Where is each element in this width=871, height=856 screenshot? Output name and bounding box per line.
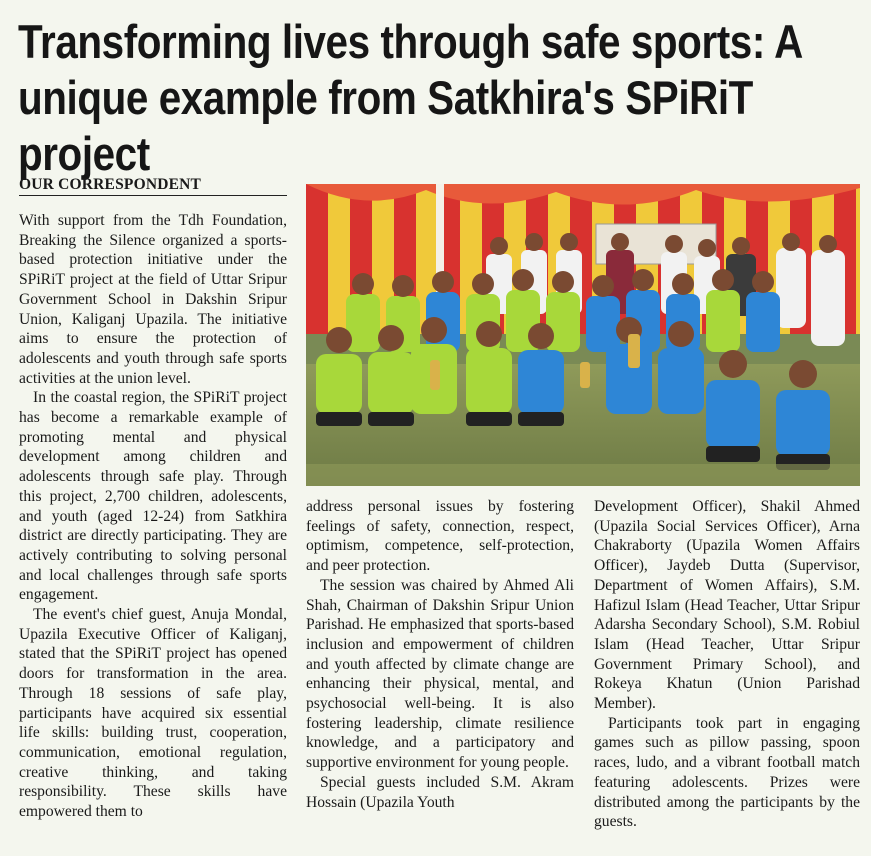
paragraph: With support from the Tdh Foundation, Breaking the Silence organized a sports-based protection initiative under the SPiRiT project at the field of Uttar Sripur Government School in Dakshin Sripur Union, Kaliganj Upazila. The initiative aims to ensure the protection of adolescents and youth through safe sports activities at the union level. xyxy=(19,212,287,387)
article-column-1 xyxy=(19,211,287,822)
headline: Transforming lives through safe sports: A unique example from Satkhira's SPiRiT project xyxy=(18,15,802,180)
paragraph: Special guests included S.M. Akram Hossain (Upazila Youth xyxy=(306,773,574,811)
article-column-2 xyxy=(306,497,574,812)
paragraph: Participants took part in engaging games such as pillow passing, spoon races, ludo, and a vibrant football match featuring adolescents. Prizes were distributed among the participants by the guests. xyxy=(594,714,860,831)
paragraph: The session was chaired by Ahmed Ali Shah, Chairman of Dakshin Sripur Union Parishad. He emphasized that sports-based inclusion and empowerment of children and youth affected by climate change are enhancing their physical, mental, and psychosocial well-being. It is also fostering leadership, climate resilience knowledge, and a participatory and supportive environment for young people. xyxy=(306,576,574,772)
byline-rule xyxy=(19,195,287,196)
article-column-3 xyxy=(594,497,860,832)
paragraph: address personal issues by fostering feelings of safety, connection, respect, optimism, competence, self-protection, and peer protection. xyxy=(306,498,574,575)
paragraph: The event's chief guest, Anuja Mondal, Upazila Executive Officer of Kaliganj, stated that the SPiRiT project has opened doors for transformation in the area. Through 18 sessions of safe play, participants have acquired six essential life skills: building trust, cooperation, communication, emotional regulation, creative thinking, and taking responsibility. These skills have empowered them to xyxy=(19,606,287,821)
byline: OUR CORRESPONDENT xyxy=(19,176,202,193)
paragraph: In the coastal region, the SPiRiT project has become a remarkable example of promoting mental and physical development among children and adolescents through safe play. Through this project, 2,700 children, adolescents, and youth (aged 12-24) from Satkhira district are directly participating. They are actively contributing to solving personal and local challenges through safe sports engagement. xyxy=(19,389,287,604)
paragraph: Development Officer), Shakil Ahmed (Upazila Social Services Officer), Arna Chakraborty (Upazila Women Affairs Officer), Jaydeb Dutta (Supervisor, Department of Women Affairs), S.M. Hafizul Islam (Head Teacher, Uttar Sripur Adarsha Secondary School), S.M. Robiul Islam (Head Teacher, Uttar Sripur Government Primary School), and Rokeya Khatun (Union Parishad Member). xyxy=(594,498,860,713)
group-photo xyxy=(306,184,860,486)
